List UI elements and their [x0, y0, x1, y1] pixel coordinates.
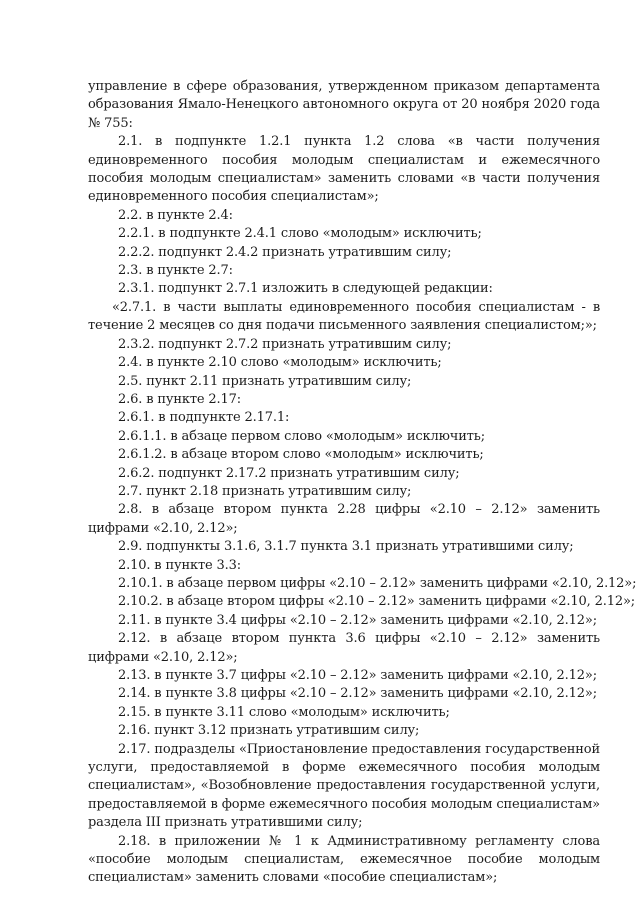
paragraph-2-7: 2.7. пункт 2.18 признать утратившим силу;	[118, 483, 412, 499]
paragraph-2-6-1: 2.6.1. в подпункте 2.17.1:	[118, 410, 290, 426]
paragraph-2-2: 2.2. в пункте 2.4:	[118, 207, 233, 223]
paragraph-2-9: 2.9. подпункты 3.1.6, 3.1.7 пункта 3.1 признать утратившими силу;	[118, 539, 574, 555]
paragraph-2-2-1: 2.2.1. в подпункте 2.4.1 слово «молодым» исключить;	[118, 226, 482, 242]
paragraph-2-6-1-1: 2.6.1.1. в абзаце первом слово «молодым» исключить;	[118, 428, 485, 444]
paragraph-2-6-2: 2.6.2. подпункт 2.17.2 признать утратившим силу;	[118, 465, 460, 481]
paragraph-2-3-1: 2.3.1. подпункт 2.7.1 изложить в следующей редакции:	[118, 281, 493, 297]
paragraph-2-3: 2.3. в пункте 2.7:	[118, 263, 233, 279]
paragraph-2-15: 2.15. в пункте 3.11 слово «молодым» исключить;	[118, 704, 450, 720]
paragraph-2-13: 2.13. в пункте 3.7 цифры «2.10 – 2.12» заменить цифрами «2.10, 2.12»;	[118, 668, 597, 683]
paragraph-2-8: 2.8. в абзаце втором пункта 2.28 цифры «2.10 – 2.12» заменить цифрами «2.10, 2.12»;	[88, 502, 600, 536]
paragraph-2-2-2: 2.2.2. подпункт 2.4.2 признать утратившим силу;	[118, 244, 452, 260]
paragraph-quoted-2-7-1: «2.7.1. в части выплаты единовременного пособия специалистам - в течение 2 месяцев со дня подачи письменного заявления специалистом;»;	[88, 299, 600, 334]
paragraph-2-18: 2.18. в приложении № 1 к Административному регламенту слова «пособие молодым специалистам, ежемесячное пособие молодым специалистам» заменить словами «пособие специалистам»;	[88, 833, 600, 886]
paragraph-2-10: 2.10. в пункте 3.3:	[118, 557, 241, 573]
document-body	[88, 78, 637, 888]
paragraph-2-14: 2.14. в пункте 3.8 цифры «2.10 – 2.12» заменить цифрами «2.10, 2.12»;	[118, 686, 597, 702]
paragraph-2-3-2: 2.3.2. подпункт 2.7.2 признать утратившим силу;	[118, 336, 452, 352]
paragraph-2-4: 2.4. в пункте 2.10 слово «молодым» исключить;	[118, 355, 442, 371]
paragraph-2-11: 2.11. в пункте 3.4 цифры «2.10 – 2.12» заменить цифрами «2.10, 2.12»;	[118, 612, 597, 628]
paragraph-2-6-1-2: 2.6.1.2. в абзаце втором слово «молодым» исключить;	[118, 447, 484, 463]
paragraph-2-17: 2.17. подразделы «Приостановление предоставления государственной услуги, предоставляемой в форме ежемесячного пособия молодым специалистам», «Возобновление предоставления государственной услуги, предоставляемой в форме ежемесячного пособия молодым специалистам» раздела III признать утратившими силу;	[88, 741, 600, 831]
paragraph-2-5: 2.5. пункт 2.11 признать утратившим силу;	[118, 373, 412, 389]
paragraph-2-12: 2.12. в абзаце втором пункта 3.6 цифры «2.10 – 2.12» заменить цифрами «2.10, 2.12»;	[88, 631, 600, 665]
paragraph-2-10-2: 2.10.2. в абзаце втором цифры «2.10 – 2.12» заменить цифрами «2.10, 2.12»;	[118, 594, 635, 610]
paragraph-2-6: 2.6. в пункте 2.17:	[118, 391, 241, 407]
paragraph-2-16: 2.16. пункт 3.12 признать утратившим силу;	[118, 723, 420, 739]
paragraph-2-1: 2.1. в подпункте 1.2.1 пункта 1.2 слова «в части получения единовременного пособия молодым специалистам и ежемесячного пособия молодым специалистам» заменить словами «в части получения единовременного пособия специалистам»;	[88, 134, 600, 205]
paragraph-2-10-1: 2.10.1. в абзаце первом цифры «2.10 – 2.12» заменить цифрами «2.10, 2.12»;	[118, 575, 637, 591]
paragraph-continuation: управление в сфере образования, утвержденном приказом департамента образования Ямало-Ненецкого автономного округа от 20 ноября 2020 года № 755:	[88, 79, 600, 131]
